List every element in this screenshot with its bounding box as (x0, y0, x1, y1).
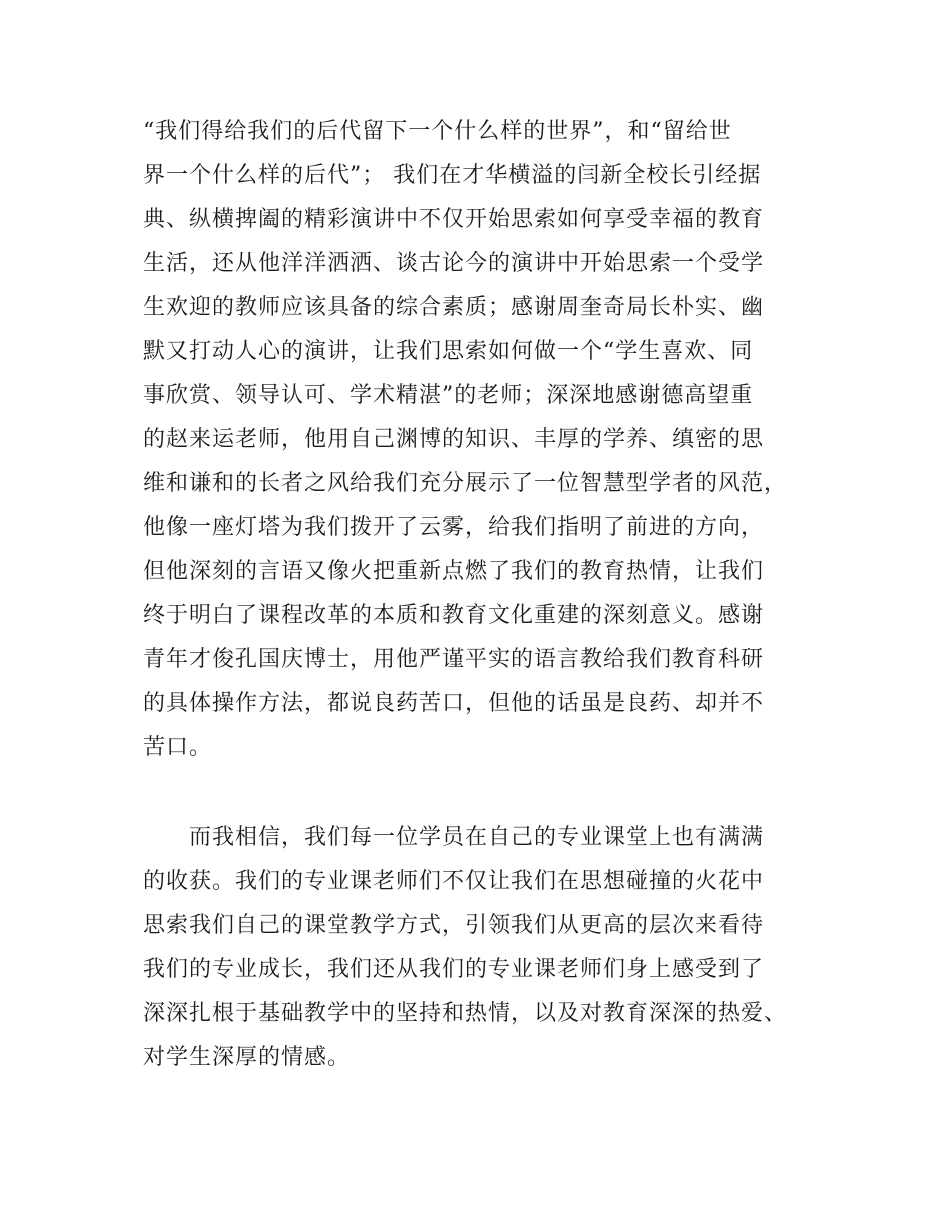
text-line: 生活，还从他洋洋洒洒、谈古论今的演讲中开始思索一个受学 (143, 251, 765, 276)
text-line: 生欢迎的教师应该具备的综合素质；感谢周奎奇局长朴实、幽 (143, 295, 765, 320)
text-line: 界一个什么样的后代”； 我们在才华横溢的闫新全校长引经据 (143, 163, 762, 188)
text-line: 而我相信，我们每一位学员在自己的专业课堂上也有满满 (189, 825, 765, 850)
text-line: “我们得给我们的后代留下一个什么样的世界”，和“留给世 (143, 119, 732, 144)
text-line: 的收获。我们的专业课老师们不仅让我们在思想碰撞的火花中 (143, 869, 765, 894)
paragraph-2 (143, 816, 823, 1080)
text-line: 典、纵横捭阖的精彩演讲中不仅开始思索如何享受幸福的教育 (143, 207, 765, 232)
text-line: 的具体操作方法，都说良药苦口，但他的话虽是良药、却并不 (143, 691, 765, 716)
text-line: 思索我们自己的课堂教学方式，引领我们从更高的层次来看待 (143, 913, 765, 938)
text-line: 对学生深厚的情感。 (143, 1045, 351, 1070)
paragraph-1 (143, 110, 823, 770)
text-line: 终于明白了课程改革的本质和教育文化重建的深刻意义。感谢 (143, 603, 765, 628)
text-line: 事欣赏、领导认可、学术精湛”的老师；深深地感谢德高望重 (143, 383, 754, 408)
text-line: 青年才俊孔国庆博士，用他严谨平实的语言教给我们教育科研 (143, 647, 765, 672)
text-line: 但他深刻的言语又像火把重新点燃了我们的教育热情，让我们 (143, 559, 765, 584)
text-line: 他像一座灯塔为我们拨开了云雾，给我们指明了前进的方向， (143, 515, 765, 540)
text-line: 的赵来运老师，他用自己渊博的知识、丰厚的学养、缜密的思 (143, 427, 765, 452)
text-line: 维和谦和的长者之风给我们充分展示了一位智慧型学者的风范， (143, 471, 788, 496)
text-line: 我们的专业成长，我们还从我们的专业课老师们身上感受到了 (143, 957, 765, 982)
text-line: 深深扎根于基础教学中的坚持和热情，以及对教育深深的热爱、 (143, 1001, 788, 1026)
text-line: 苦口。 (143, 735, 213, 760)
text-line: 默又打动人心的演讲，让我们思索如何做一个“学生喜欢、同 (143, 339, 754, 364)
